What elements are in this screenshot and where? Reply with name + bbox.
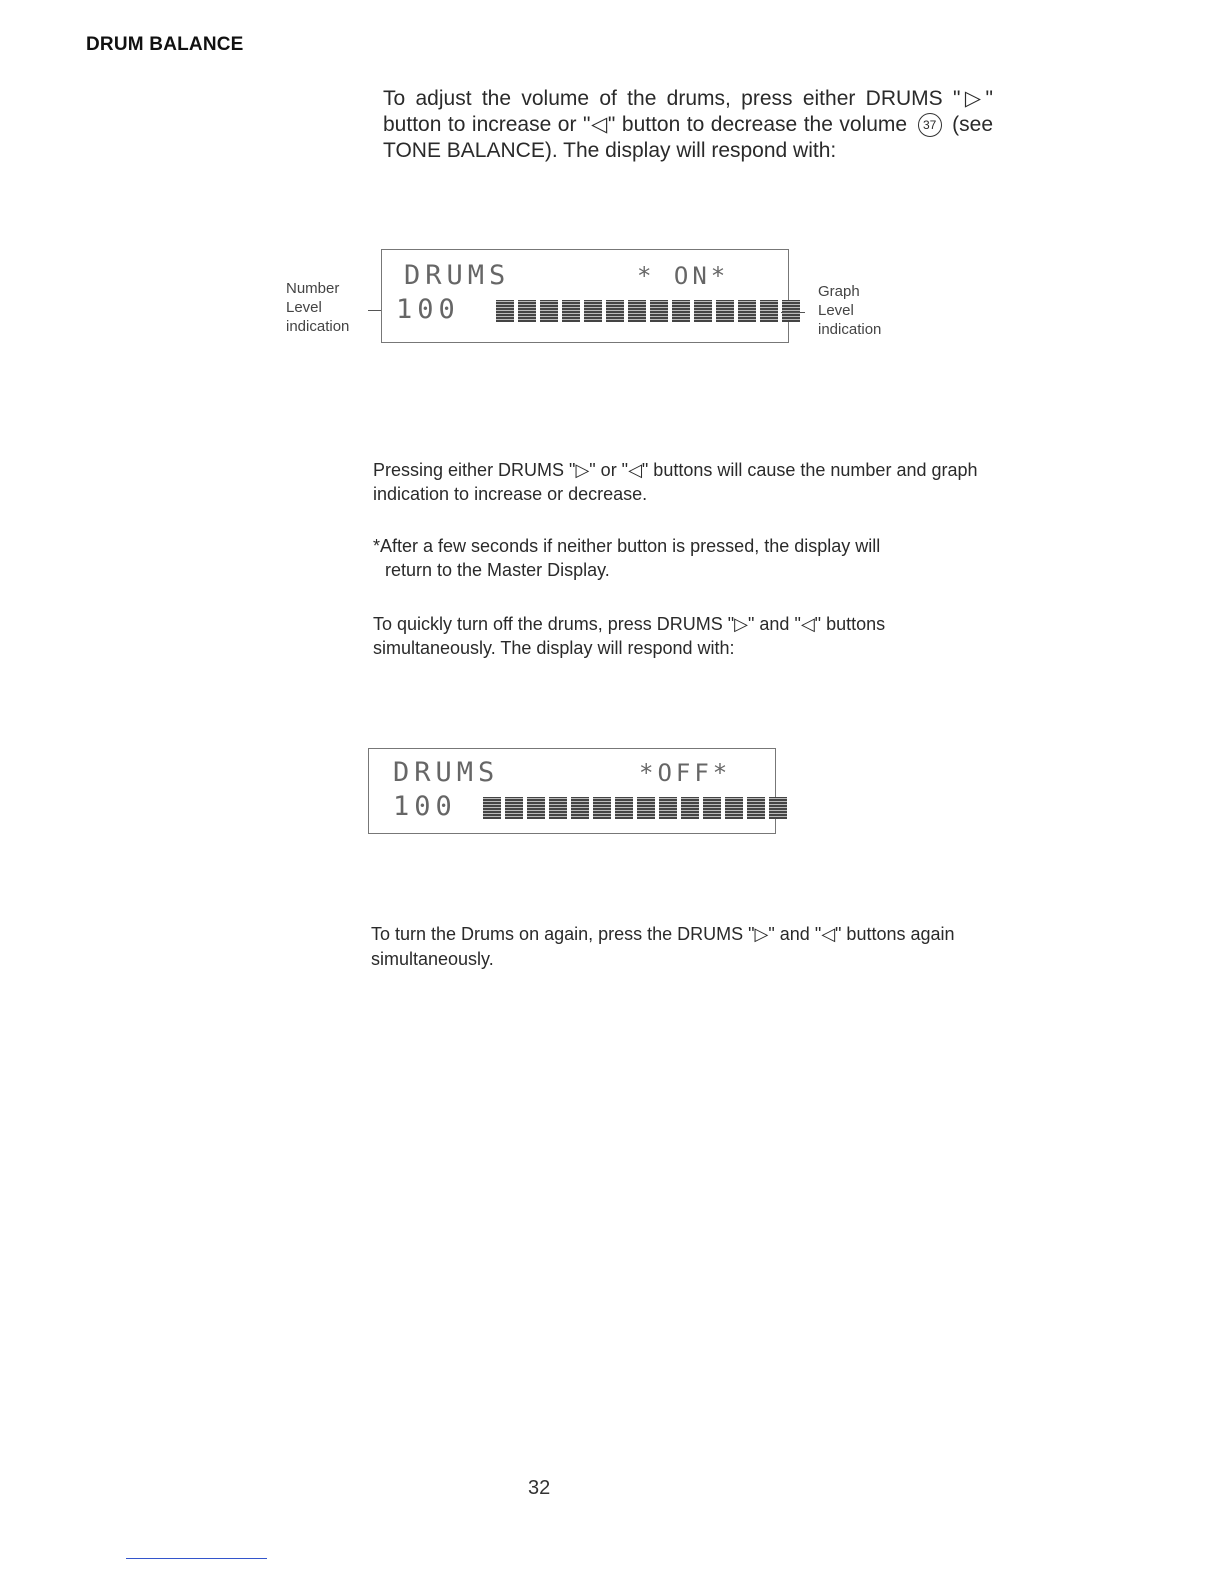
graph-level-segment — [769, 797, 787, 819]
callout-right-line-1: Graph — [818, 283, 860, 300]
graph-level-segment — [659, 797, 677, 819]
intro-paragraph — [383, 86, 993, 164]
graph-level-segment — [694, 300, 712, 322]
lcd-status-on: * ON* — [637, 262, 730, 290]
graph-level-segment — [571, 797, 589, 819]
turn-on-paragraph: To turn the Drums on again, press the DRUMS "▷" and "◁" buttons again simultaneously. — [371, 924, 955, 969]
note-line-1: *After a few seconds if neither button is pressed, the display will — [373, 536, 881, 556]
graph-level-segment — [681, 797, 699, 819]
graph-level-segment — [725, 797, 743, 819]
lcd-display-drums-off — [368, 748, 776, 834]
intro-text-after: (see TONE BALANCE). The display will respond with: — [383, 113, 993, 162]
graph-level-segment — [549, 797, 567, 819]
callout-left-line-3: indication — [286, 318, 350, 335]
graph-level-segment — [760, 300, 778, 322]
lcd-graph-level — [483, 797, 787, 819]
footer-rule — [126, 1558, 267, 1559]
graph-callout-leader-line — [781, 312, 805, 313]
circled-reference-number: 37 — [918, 113, 942, 137]
callout-right-line-2: Level — [818, 302, 854, 319]
graph-level-segment — [703, 797, 721, 819]
turn-off-paragraph: To quickly turn off the drums, press DRUMS "▷" and "◁" buttons simultaneously. The display will respond with: — [373, 614, 886, 658]
lcd-display-drums-on — [381, 249, 789, 343]
lcd-bottom-row — [369, 791, 775, 831]
graph-level-segment — [637, 797, 655, 819]
graph-level-segment — [562, 300, 580, 322]
lcd-number-level: 100 — [396, 294, 460, 325]
graph-level-segment — [738, 300, 756, 322]
lcd-bottom-row — [382, 294, 788, 334]
graph-level-segment — [496, 300, 514, 322]
graph-level-segment — [518, 300, 536, 322]
graph-level-segment — [584, 300, 602, 322]
graph-level-segment — [747, 797, 765, 819]
graph-level-segment — [672, 300, 690, 322]
lcd-top-row — [369, 753, 775, 793]
intro-text-before: To adjust the volume of the drums, press either DRUMS "▷" button to increase or "◁" button to decrease the volume — [383, 87, 993, 136]
callout-left-line-1: Number — [286, 280, 340, 297]
lcd-number-level: 100 — [393, 791, 457, 822]
number-level-callout — [286, 279, 349, 336]
graph-level-segment — [527, 797, 545, 819]
callout-left-line-2: Level — [286, 299, 322, 316]
graph-level-segment — [650, 300, 668, 322]
graph-level-segment — [782, 300, 800, 322]
graph-level-segment — [540, 300, 558, 322]
page-number: 32 — [528, 1477, 551, 1499]
lcd-top-row — [382, 256, 788, 296]
graph-level-segment — [606, 300, 624, 322]
lcd-graph-level — [496, 300, 800, 322]
lcd-label: DRUMS — [393, 757, 500, 788]
graph-level-segment — [505, 797, 523, 819]
graph-level-segment — [615, 797, 633, 819]
graph-level-callout — [818, 282, 881, 339]
section-title: DRUM BALANCE — [86, 34, 244, 55]
note-line-2: return to the Master Display. — [385, 560, 610, 580]
graph-level-segment — [593, 797, 611, 819]
callout-right-line-3: indication — [818, 321, 882, 338]
graph-level-segment — [483, 797, 501, 819]
note-paragraph — [373, 534, 985, 582]
pressing-paragraph: Pressing either DRUMS "▷" or "◁" buttons will cause the number and graph indication to increase or decrease. — [373, 460, 978, 504]
graph-level-segment — [628, 300, 646, 322]
lcd-status-off: *OFF* — [639, 759, 732, 787]
graph-level-segment — [716, 300, 734, 322]
lcd-label: DRUMS — [404, 260, 511, 291]
